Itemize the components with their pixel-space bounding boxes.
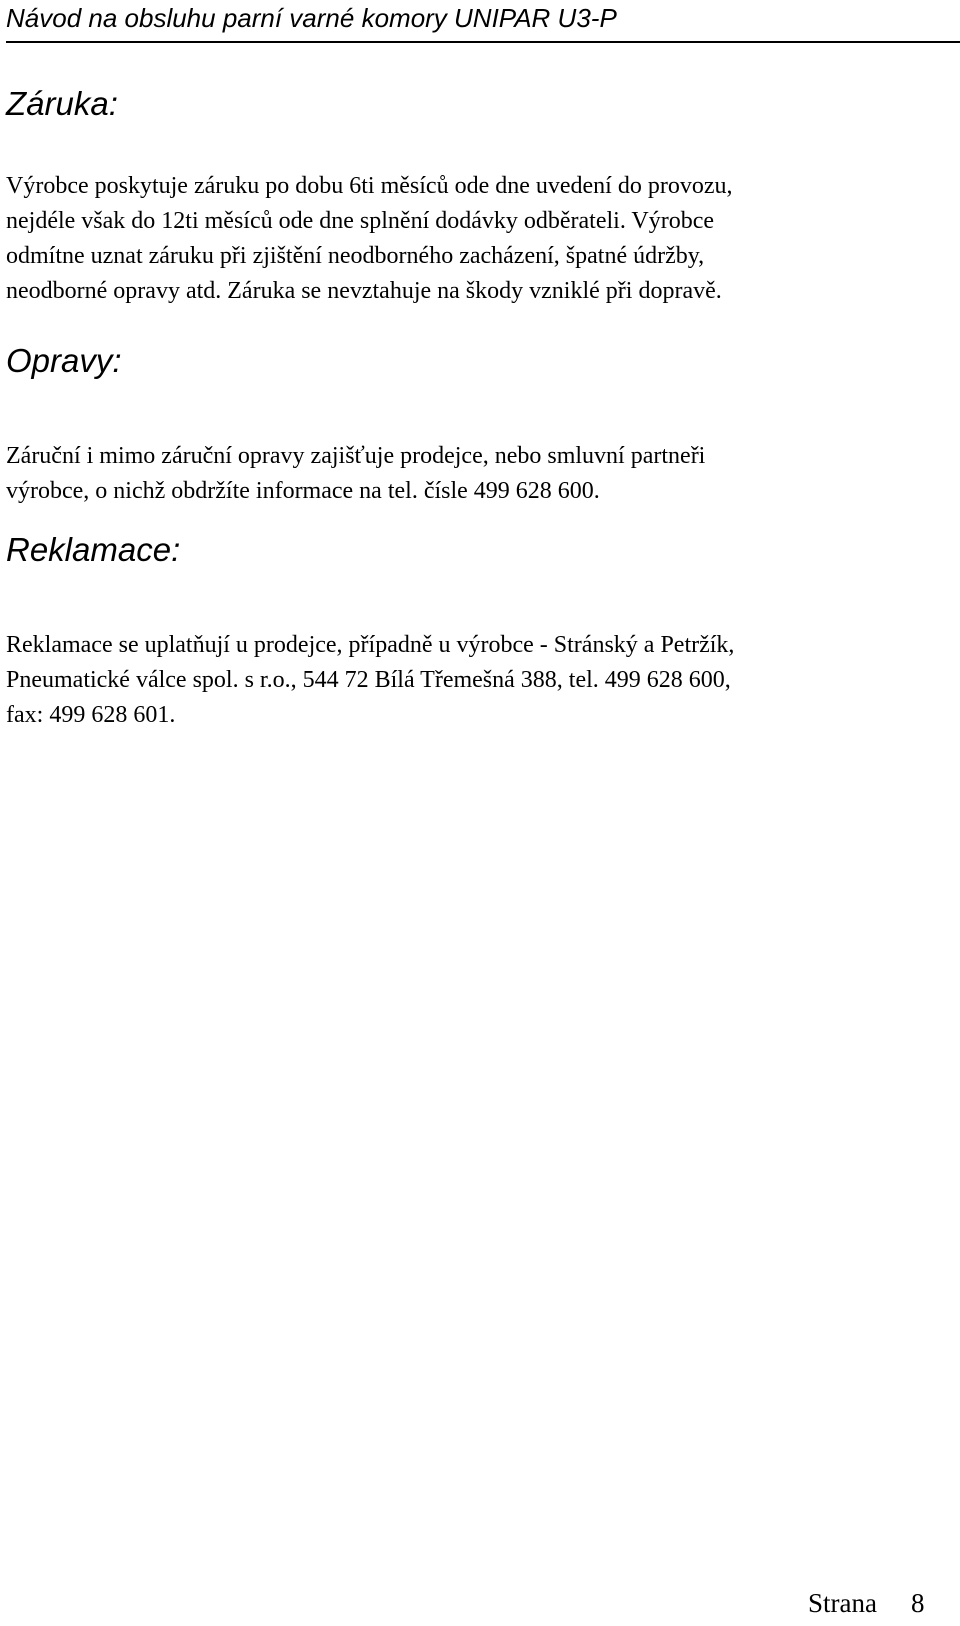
section-body-warranty <box>6 169 956 309</box>
text-line: neodborné opravy atd. Záruka se nevztahuje na škody vzniklé při dopravě. <box>6 278 722 304</box>
text-line: Reklamace se uplatňují u prodejce, případně u výrobce - Stránský a Petržík, <box>6 632 735 658</box>
text-line: výrobce, o nichž obdržíte informace na tel. čísle 499 628 600. <box>6 478 600 504</box>
document-title: Návod na obsluhu parní varné komory UNIPAR U3-P <box>6 3 617 33</box>
section-body-complaints <box>6 628 956 733</box>
page-footer <box>808 1586 924 1620</box>
page-header <box>6 0 960 43</box>
text-line: Pneumatické válce spol. s r.o., 544 72 Bílá Třemešná 388, tel. 499 628 600, <box>6 667 731 693</box>
text-line: nejdéle však do 12ti měsíců ode dne splnění dodávky odběrateli. Výrobce <box>6 208 715 234</box>
page-number: 8 <box>910 1588 925 1618</box>
text-line: odmítne uznat záruku při zjištění neodborného zacházení, špatné údržby, <box>6 243 705 269</box>
section-body-repairs <box>6 439 956 509</box>
section-heading-repairs: Opravy: <box>6 342 122 379</box>
text-line: Záruční i mimo záruční opravy zajišťuje prodejce, nebo smluvní partneři <box>6 443 706 469</box>
page-label: Strana <box>808 1588 877 1618</box>
section-heading-complaints: Reklamace: <box>6 531 181 568</box>
text-line: fax: 499 628 601. <box>6 702 176 728</box>
section-heading-warranty: Záruka: <box>6 85 118 122</box>
text-line: Výrobce poskytuje záruku po dobu 6ti měsíců ode dne uvedení do provozu, <box>6 173 733 199</box>
